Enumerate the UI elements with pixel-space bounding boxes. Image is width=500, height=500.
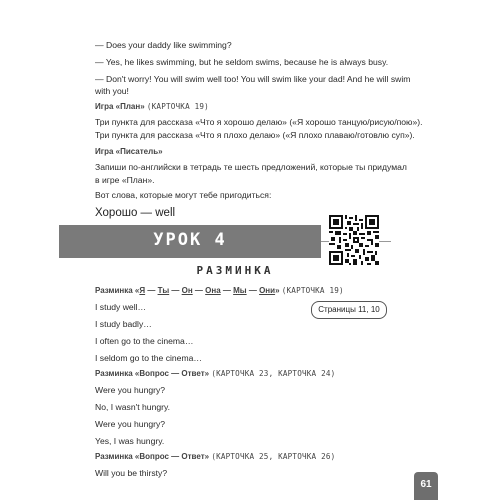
pronoun: Ты	[157, 286, 170, 295]
pronoun: Они	[259, 286, 276, 295]
game-plan-heading	[95, 102, 209, 112]
game-plan-line: Три пункта для рассказа «Что я хорошо делаю» («Я хорошо танцую/рисую/пою»).	[95, 117, 423, 127]
card-ref: (КАРТОЧКА 19)	[281, 286, 344, 295]
pronoun: Он	[181, 286, 193, 295]
game-writer-line: в игре «План».	[95, 175, 155, 185]
game-plan-line: Три пункта для рассказа «Что я плохо делаю» («Я плохо плаваю/готовлю суп»).	[95, 130, 415, 140]
banner-rule	[379, 241, 391, 242]
warmup-2-title: Разминка «Вопрос — Ответ»	[95, 369, 210, 378]
warmup-1-line: I study well…	[95, 302, 147, 312]
dialogue-line: with you!	[95, 86, 129, 96]
warmup-1-heading: Разминка «Я — Ты — Он — Она — Мы — Они» (КАРТОЧКА 19)	[95, 286, 344, 295]
vocab-item: Хорошо — well	[95, 207, 176, 219]
warmup-2-line: No, I wasn't hungry.	[95, 402, 171, 412]
card-ref: (КАРТОЧКА 25, КАРТОЧКА 26)	[211, 452, 336, 461]
warmup-1-title: Разминка «	[95, 286, 140, 295]
warmup-2-line: Were you hungry?	[95, 419, 166, 429]
pronoun: Я	[139, 286, 146, 295]
warmup-1-line: I study badly…	[95, 319, 152, 329]
dialogue-line: — Does your daddy like swimming?	[95, 40, 232, 50]
warmup-3-title: Разминка «Вопрос — Ответ»	[95, 452, 210, 461]
pronoun: Она	[205, 286, 221, 295]
warmup-3-heading	[95, 452, 335, 462]
game-writer-heading: Игра «Писатель»	[95, 147, 163, 156]
card-ref: (КАРТОЧКА 19)	[146, 102, 209, 111]
warmup-1-line: I seldom go to the cinema…	[95, 353, 202, 363]
dialogue-line: — Yes, he likes swimming, but he seldom swims, because he is always busy.	[95, 57, 389, 67]
warmup-2-line: Were you hungry?	[95, 385, 166, 395]
warmup-3-line: Will you be thirsty?	[95, 468, 168, 478]
quote-close: »	[275, 286, 280, 295]
warmup-2-heading	[95, 369, 335, 379]
banner-rule	[321, 241, 329, 242]
page-number: 61	[414, 472, 438, 500]
dialogue-line: — Don't worry! You will swim well too! You will swim like your dad! And he will swim	[95, 74, 411, 84]
game-plan-title: Игра «План»	[95, 102, 145, 111]
game-writer-line: Вот слова, которые могут тебе пригодиться:	[95, 190, 272, 200]
warmup-2-line: Yes, I was hungry.	[95, 436, 165, 446]
section-title: РАЗМИНКА	[196, 264, 274, 277]
qr-code-icon	[329, 215, 379, 265]
card-ref: (КАРТОЧКА 23, КАРТОЧКА 24)	[211, 369, 336, 378]
lesson-title: УРОК 4	[153, 230, 227, 250]
game-writer-line: Запиши по-английски в тетрадь те шесть предложений, которые ты придумал	[95, 162, 407, 172]
pages-label: Страницы 11, 10	[311, 301, 387, 319]
lesson-banner	[59, 225, 321, 258]
pronoun: Мы	[233, 286, 247, 295]
warmup-1-line: I often go to the cinema…	[95, 336, 194, 346]
